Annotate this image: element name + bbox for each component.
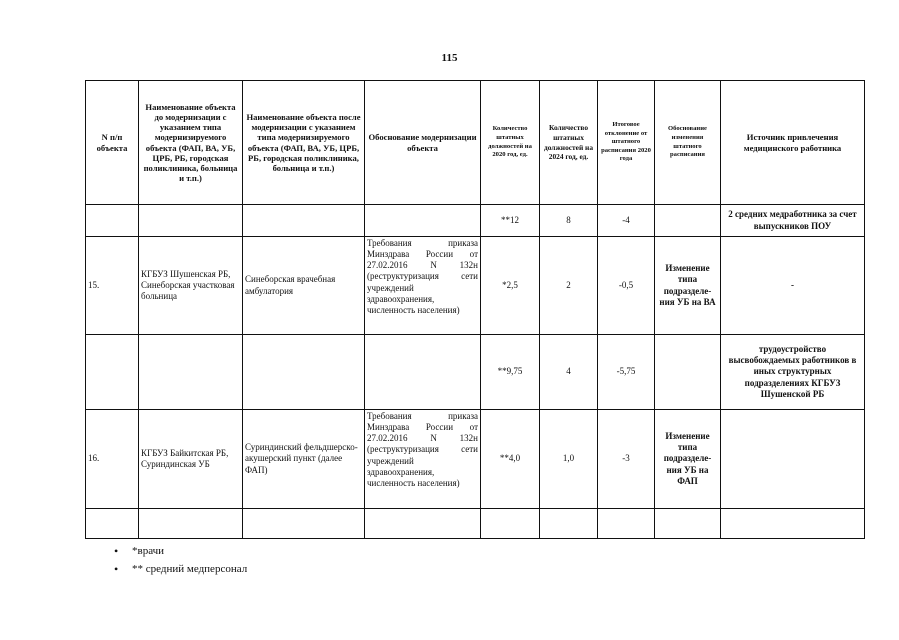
cell-count-2024 bbox=[540, 509, 598, 539]
table-row bbox=[86, 509, 865, 539]
cell-after bbox=[243, 335, 365, 410]
cell-count-2020: *2,5 bbox=[481, 237, 540, 335]
modernization-table bbox=[85, 80, 865, 539]
bullet-icon: • bbox=[114, 562, 119, 576]
legend-text: ** средний медперсонал bbox=[132, 563, 248, 575]
cell-after bbox=[243, 509, 365, 539]
cell-change-reason: Изменение типа подразделе-ния УБ на ФАП bbox=[655, 410, 721, 509]
cell-deviation: -5,75 bbox=[598, 335, 655, 410]
cell-before bbox=[139, 509, 243, 539]
header-count-2024: Количество штатных должностей на 2024 год, ед. bbox=[540, 81, 598, 205]
table-row bbox=[86, 335, 865, 410]
cell-after bbox=[243, 205, 365, 237]
cell-after: Синеборская врачебная амбулатория bbox=[243, 237, 365, 335]
cell-before bbox=[139, 205, 243, 237]
cell-source: 2 средних медработника за счет выпускников ПОУ bbox=[721, 205, 865, 237]
footnote-legend bbox=[114, 544, 247, 580]
header-source: Источник привлечения медицинского работника bbox=[721, 81, 865, 205]
cell-change-reason bbox=[655, 205, 721, 237]
cell-reason bbox=[365, 509, 481, 539]
cell-change-reason: Изменение типа подразделе-ния УБ на ВА bbox=[655, 237, 721, 335]
cell-deviation: -0,5 bbox=[598, 237, 655, 335]
cell-deviation: -3 bbox=[598, 410, 655, 509]
cell-count-2020: **4,0 bbox=[481, 410, 540, 509]
legend-item bbox=[114, 562, 247, 580]
cell-reason bbox=[365, 205, 481, 237]
cell-number: 16. bbox=[86, 410, 139, 509]
header-reason: Обоснование модернизации объекта bbox=[365, 81, 481, 205]
bullet-icon: • bbox=[114, 544, 119, 558]
cell-number bbox=[86, 509, 139, 539]
cell-before bbox=[139, 335, 243, 410]
header-name-after: Наименование объекта после модернизации с указанием типа модернизируемого объекта (ФАП, ВА, УБ, ЦРБ, РБ, городская поликлиника, больница и т.п.) bbox=[243, 81, 365, 205]
cell-after: Суриндинский фельдшерско-акушерский пункт (далее ФАП) bbox=[243, 410, 365, 509]
cell-count-2024: 8 bbox=[540, 205, 598, 237]
cell-reason: Требования приказа Минздрава России от 27.02.2016 N 132н (реструктуризация сети учреждений здравоохранения, численность населения) bbox=[365, 410, 481, 509]
cell-count-2020: **9,75 bbox=[481, 335, 540, 410]
cell-count-2024: 2 bbox=[540, 237, 598, 335]
cell-source: трудоустройство высвобождаемых работников в иных структурных подразделениях КГБУЗ Шушенской РБ bbox=[721, 335, 865, 410]
cell-count-2024: 4 bbox=[540, 335, 598, 410]
header-change-reason: Обоснование изменения штатного расписания bbox=[655, 81, 721, 205]
cell-source bbox=[721, 509, 865, 539]
cell-source: - bbox=[721, 237, 865, 335]
cell-reason: Требования приказа Минздрава России от 27.02.2016 N 132н (реструктуризация сети учреждений здравоохранения, численность населения) bbox=[365, 237, 481, 335]
cell-count-2024: 1,0 bbox=[540, 410, 598, 509]
cell-number: 15. bbox=[86, 237, 139, 335]
table-row bbox=[86, 410, 865, 509]
cell-source bbox=[721, 410, 865, 509]
cell-deviation: -4 bbox=[598, 205, 655, 237]
cell-number bbox=[86, 335, 139, 410]
header-number: N п/п объекта bbox=[86, 81, 139, 205]
table-header-row bbox=[86, 81, 865, 205]
table-row bbox=[86, 237, 865, 335]
cell-before: КГБУЗ Байкитская РБ, Суриндинская УБ bbox=[139, 410, 243, 509]
page-number: 115 bbox=[441, 52, 458, 64]
legend-item bbox=[114, 544, 247, 562]
cell-count-2020: **12 bbox=[481, 205, 540, 237]
cell-change-reason bbox=[655, 509, 721, 539]
legend-text: *врачи bbox=[132, 545, 165, 557]
cell-count-2020 bbox=[481, 509, 540, 539]
header-deviation: Итоговое отклонение от штатного расписания 2020 года bbox=[598, 81, 655, 205]
cell-change-reason bbox=[655, 335, 721, 410]
header-count-2020: Количество штатных должностей на 2020 год, ед. bbox=[481, 81, 540, 205]
table-row bbox=[86, 205, 865, 237]
cell-reason bbox=[365, 335, 481, 410]
cell-deviation bbox=[598, 509, 655, 539]
cell-number bbox=[86, 205, 139, 237]
cell-before: КГБУЗ Шушенская РБ, Синеборская участковая больница bbox=[139, 237, 243, 335]
header-name-before: Наименование объекта до модернизации с указанием типа модернизируемого объекта (ФАП, ВА, УБ, ЦРБ, РБ, городская поликлиника, больница и т.п.) bbox=[139, 81, 243, 205]
